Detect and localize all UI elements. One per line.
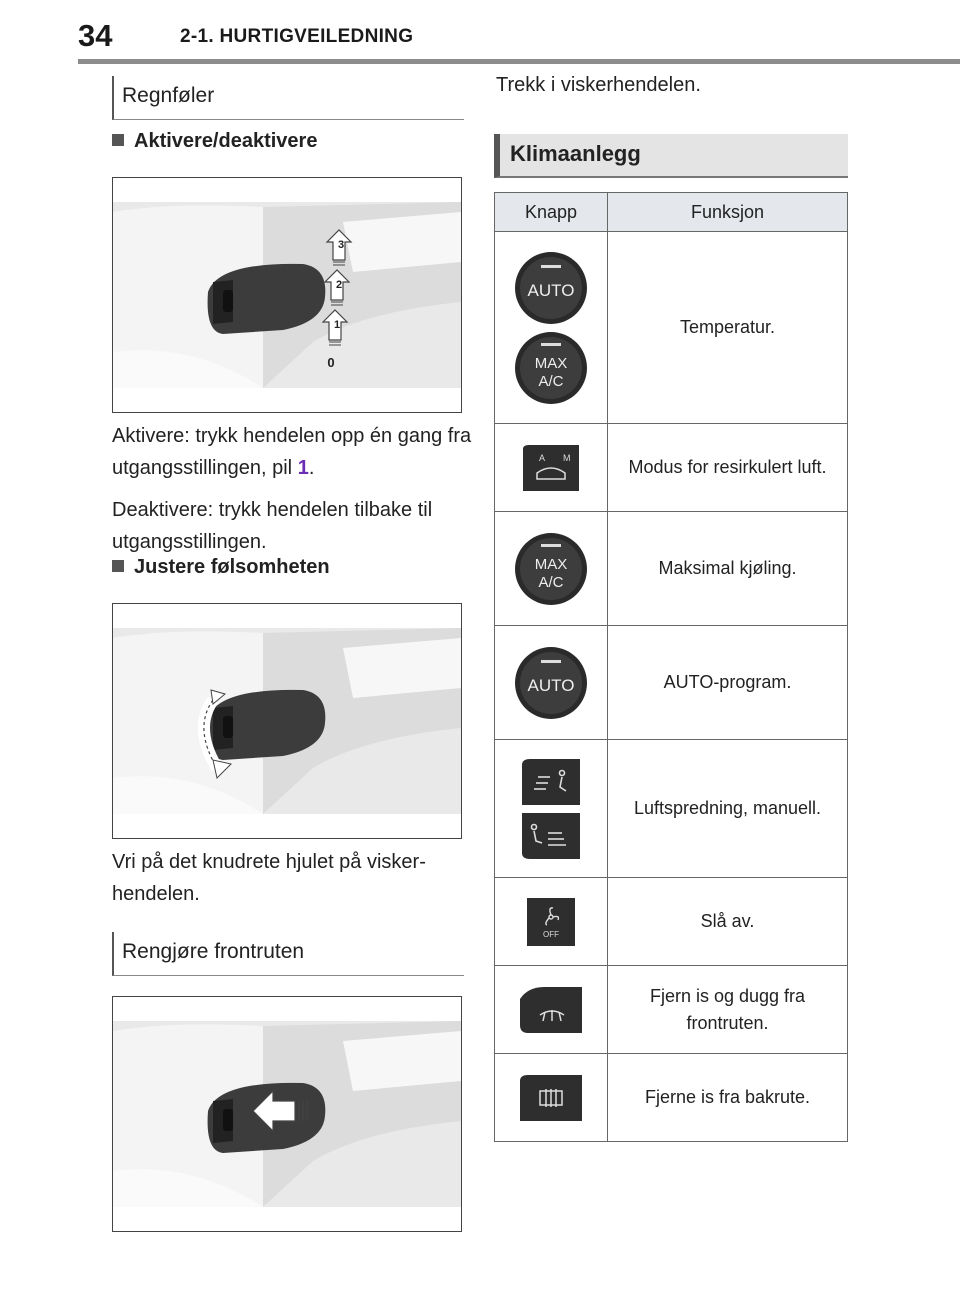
lever-label-1: 1	[333, 319, 341, 331]
table-row	[495, 424, 848, 512]
svg-text:A/C: A/C	[538, 372, 564, 390]
activate-instructions	[112, 420, 472, 568]
table-row	[495, 626, 848, 740]
svg-text:MAX: MAX	[534, 354, 568, 372]
square-bullet-icon	[112, 134, 124, 146]
climate-table	[494, 192, 848, 1142]
max-ac-button-icon	[513, 330, 589, 406]
figure-lever-positions	[112, 177, 462, 413]
svg-text:AUTO: AUTO	[527, 675, 575, 695]
svg-text:MAX: MAX	[534, 555, 568, 573]
arrow-reference: 1	[297, 457, 309, 479]
table-row	[495, 740, 848, 878]
air-distribution-upper-icon	[518, 757, 584, 807]
lever-label-2: 2	[335, 279, 343, 291]
lever-label-3: 3	[337, 239, 345, 251]
rear-defrost-button-icon	[518, 1073, 584, 1123]
table-row	[495, 878, 848, 966]
max-ac-button-icon	[513, 531, 589, 607]
function-air-distribution: Luftspredning, manuell.	[608, 740, 848, 878]
svg-text:A/C: A/C	[538, 573, 564, 591]
subheading-sensitivity-label: Justere følsomheten	[134, 556, 330, 578]
square-bullet-icon	[112, 560, 124, 572]
section-heading-climate: Klimaanlegg	[494, 134, 848, 178]
svg-text:AUTO: AUTO	[527, 280, 575, 300]
figure-sensitivity-wheel	[112, 603, 462, 839]
chapter-title: 2-1. HURTIGVEILEDNING	[180, 26, 414, 47]
pull-lever-text: Trekk i viskerhendelen.	[496, 74, 701, 96]
section-heading-rain-sensor: Regnføler	[112, 76, 464, 120]
front-defrost-button-icon	[518, 985, 584, 1035]
subheading-activate	[112, 130, 317, 153]
function-front-defrost: Fjern is og dugg fra frontruten.	[608, 966, 848, 1054]
page-number: 34	[78, 18, 113, 53]
function-recirculation: Modus for resirkulert luft.	[608, 424, 848, 512]
air-distribution-lower-icon	[518, 811, 584, 861]
table-header-row	[495, 193, 848, 232]
wiper-wheel-illustration	[113, 628, 461, 814]
subheading-sensitivity	[112, 556, 330, 579]
svg-text:A: A	[539, 452, 546, 463]
svg-text:M: M	[563, 452, 571, 463]
recirculation-button-icon	[519, 443, 583, 493]
wiper-pull-illustration	[113, 1021, 461, 1207]
function-auto-program: AUTO-program.	[608, 626, 848, 740]
function-max-cooling: Maksimal kjøling.	[608, 512, 848, 626]
fan-off-button-icon	[526, 897, 576, 947]
auto-button-icon	[513, 645, 589, 721]
table-row	[495, 1054, 848, 1142]
svg-text:OFF: OFF	[543, 929, 559, 939]
deactivate-paragraph: Deaktivere: trykk hendelen tilbake til utgangsstillingen.	[112, 499, 433, 553]
activate-paragraph: Aktivere: trykk hendelen opp én gang fra utgangsstillingen, pil 1.	[112, 425, 472, 479]
function-temperature: Temperatur.	[608, 232, 848, 424]
sensitivity-instructions	[112, 846, 472, 920]
section-heading-clean-windshield: Rengjøre frontruten	[112, 932, 464, 976]
sensitivity-paragraph: Vri på det knudrete hjulet på visker-hendelen.	[112, 851, 426, 905]
auto-button-icon	[513, 250, 589, 326]
table-row	[495, 232, 848, 424]
wiper-lever-illustration	[113, 202, 461, 388]
column-header-button: Knapp	[495, 193, 608, 232]
lever-label-0: 0	[327, 355, 335, 370]
header-rule	[78, 59, 960, 64]
table-row	[495, 512, 848, 626]
page-header	[0, 0, 960, 70]
column-header-function: Funksjon	[608, 193, 848, 232]
function-off: Slå av.	[608, 878, 848, 966]
table-row	[495, 966, 848, 1054]
function-rear-defrost: Fjerne is fra bakrute.	[608, 1054, 848, 1142]
figure-pull-lever	[112, 996, 462, 1232]
subheading-activate-label: Aktivere/deaktivere	[134, 130, 318, 152]
